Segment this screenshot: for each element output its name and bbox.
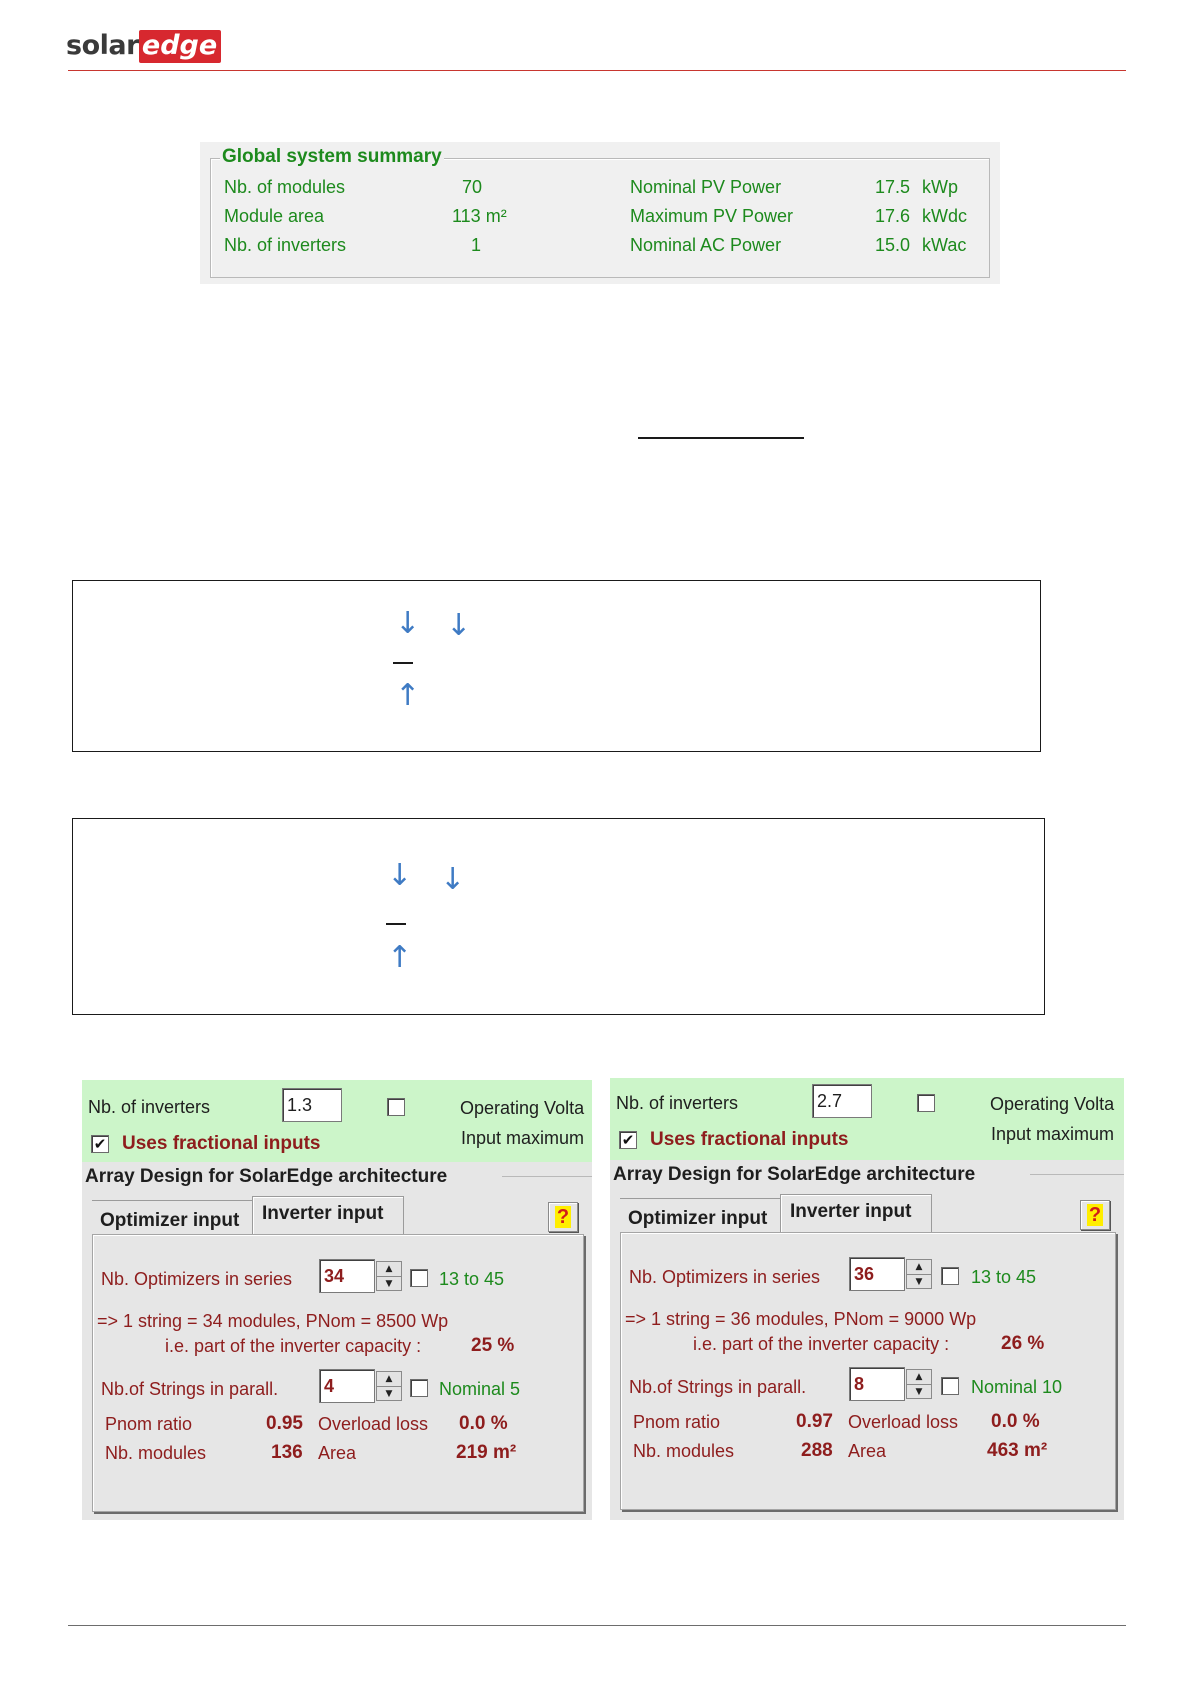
nb-modules-value: 288 <box>801 1440 833 1461</box>
array-design-title: Array Design for SolarEdge architecture <box>613 1164 976 1185</box>
array-design-rule <box>1030 1174 1124 1175</box>
spin-down-icon[interactable]: ▼ <box>385 1389 393 1399</box>
array-design-panel-1 <box>82 1080 592 1520</box>
spin-down-icon[interactable]: ▼ <box>915 1277 923 1287</box>
formula-box-2 <box>72 818 1045 1015</box>
tab-inverter-input[interactable] <box>780 1194 932 1235</box>
summary-label-inverters: Nb. of inverters <box>224 235 347 255</box>
opt-series-checkbox[interactable] <box>941 1267 959 1285</box>
opt-series-spinner[interactable] <box>906 1259 932 1289</box>
uses-fractional-checkbox[interactable]: ✔ <box>619 1131 637 1149</box>
operating-voltage-checkbox[interactable] <box>917 1094 935 1112</box>
tab-optimizer-input[interactable] <box>92 1200 252 1237</box>
tab-inverter-label: Inverter input <box>262 1203 384 1224</box>
inverter-settings-strip <box>82 1080 592 1162</box>
strings-checkbox[interactable] <box>941 1377 959 1395</box>
summary-legend: Global system summary <box>222 146 442 167</box>
summary-value-nominal-ac: 15.0 <box>875 235 911 255</box>
nb-modules-value: 136 <box>271 1442 303 1463</box>
tab-inverter-label: Inverter input <box>790 1201 912 1222</box>
input-maximum-label: Input maximum <box>461 1128 585 1148</box>
array-design-rule <box>502 1176 592 1177</box>
strings-label: Nb.of Strings in parall. <box>629 1377 807 1397</box>
strings-spinner[interactable] <box>906 1369 932 1399</box>
opt-series-input[interactable] <box>319 1259 375 1293</box>
summary-value-nominal-pv: 17.5 <box>875 177 911 197</box>
opt-series-label: Nb. Optimizers in series <box>629 1267 821 1287</box>
strings-spinner[interactable] <box>376 1371 402 1401</box>
summary-label-nominal-ac: Nominal AC Power <box>630 235 782 255</box>
overload-loss-label: Overload loss <box>318 1414 429 1434</box>
pnom-ratio-value: 0.97 <box>796 1411 833 1432</box>
summary-value-inverters: 1 <box>471 235 482 255</box>
string-summary-line: => 1 string = 36 modules, PNom = 9000 Wp <box>625 1309 977 1329</box>
solaredge-logo <box>66 30 221 61</box>
area-label: Area <box>318 1443 357 1463</box>
inverter-input-box <box>92 1234 584 1512</box>
arrow-up-icon: ↑ <box>395 678 421 713</box>
spin-down-icon[interactable]: ▼ <box>915 1387 923 1397</box>
strings-input[interactable] <box>849 1367 905 1401</box>
inverter-settings-strip <box>610 1078 1124 1160</box>
summary-fieldset <box>210 158 990 278</box>
fraction-bar <box>393 662 413 664</box>
array-design-section <box>82 1162 592 1520</box>
fraction-bar <box>386 923 406 925</box>
summary-label-max-pv: Maximum PV Power <box>630 206 794 226</box>
uses-fractional-label: Uses fractional inputs <box>650 1129 849 1150</box>
nb-modules-label: Nb. modules <box>105 1443 207 1463</box>
strings-input[interactable] <box>319 1369 375 1403</box>
nb-inverters-label: Nb. of inverters <box>88 1097 211 1117</box>
area-value: 219 m² <box>456 1442 517 1463</box>
array-design-panel-2 <box>610 1078 1124 1520</box>
area-value: 463 m² <box>987 1440 1048 1461</box>
nominal-label: Nominal 5 <box>439 1379 521 1399</box>
summary-unit-nominal-pv: kWp <box>922 177 958 197</box>
nominal-label: Nominal 10 <box>971 1377 1063 1397</box>
part-capacity-value: 25 % <box>471 1335 515 1356</box>
part-capacity-label: i.e. part of the inverter capacity : <box>165 1336 422 1356</box>
opt-series-checkbox[interactable] <box>410 1269 428 1287</box>
tab-optimizer-label: Optimizer input <box>100 1210 240 1231</box>
opt-range-label: 13 to 45 <box>971 1267 1037 1287</box>
summary-label-modules: Nb. of modules <box>224 177 346 197</box>
part-capacity-value: 26 % <box>1001 1333 1045 1354</box>
summary-value-area: 113 m² <box>452 206 507 226</box>
uses-fractional-label: Uses fractional inputs <box>122 1133 321 1154</box>
arrow-down-icon: ↓ <box>387 858 413 893</box>
underline-mark <box>638 437 804 439</box>
logo-edge-text: edge <box>139 30 221 63</box>
summary-label-nominal-pv: Nominal PV Power <box>630 177 782 197</box>
array-design-section <box>610 1160 1124 1520</box>
pnom-ratio-label: Pnom ratio <box>633 1412 721 1432</box>
tab-optimizer-input[interactable] <box>620 1198 780 1235</box>
string-summary-line: => 1 string = 34 modules, PNom = 8500 Wp <box>97 1311 449 1331</box>
array-design-title: Array Design for SolarEdge architecture <box>85 1166 448 1187</box>
overload-loss-value: 0.0 % <box>459 1413 508 1434</box>
operating-voltage-checkbox[interactable] <box>387 1098 405 1116</box>
strings-label: Nb.of Strings in parall. <box>101 1379 279 1399</box>
tab-optimizer-label: Optimizer input <box>628 1208 768 1229</box>
summary-value-modules: 70 <box>462 177 483 197</box>
spin-up-icon[interactable]: ▲ <box>377 1262 401 1277</box>
pnom-ratio-value: 0.95 <box>266 1413 303 1434</box>
tab-inverter-input[interactable] <box>252 1196 404 1237</box>
opt-series-input[interactable] <box>849 1257 905 1291</box>
question-icon: ? <box>556 1206 570 1228</box>
spin-down-icon[interactable]: ▼ <box>385 1279 393 1289</box>
opt-series-label: Nb. Optimizers in series <box>101 1269 293 1289</box>
summary-value-max-pv: 17.6 <box>875 206 911 226</box>
header-rule <box>68 70 1126 71</box>
overload-loss-label: Overload loss <box>848 1412 959 1432</box>
footer-rule <box>68 1625 1126 1626</box>
nb-inverters-input[interactable] <box>812 1084 872 1118</box>
arrow-down-icon: ↓ <box>395 606 421 641</box>
operating-voltage-label: Operating Volta <box>990 1094 1115 1114</box>
input-maximum-label: Input maximum <box>991 1124 1115 1144</box>
nb-inverters-input[interactable] <box>282 1088 342 1122</box>
summary-unit-max-pv: kWdc <box>922 206 967 226</box>
logo-solar-text: solar <box>66 30 139 61</box>
formula-box-1 <box>72 580 1041 752</box>
inverter-input-box <box>620 1232 1116 1510</box>
nb-modules-label: Nb. modules <box>633 1441 735 1461</box>
overload-loss-value: 0.0 % <box>991 1411 1040 1432</box>
summary-label-area: Module area <box>224 206 325 226</box>
arrow-down-icon: ↓ <box>446 608 472 643</box>
operating-voltage-label: Operating Volta <box>460 1098 585 1118</box>
arrow-down-icon: ↓ <box>440 862 466 897</box>
nb-inverters-label: Nb. of inverters <box>616 1093 739 1113</box>
pnom-ratio-label: Pnom ratio <box>105 1414 193 1434</box>
spin-up-icon[interactable]: ▲ <box>377 1372 401 1387</box>
part-capacity-label: i.e. part of the inverter capacity : <box>693 1334 950 1354</box>
area-label: Area <box>848 1441 887 1461</box>
help-button[interactable] <box>1080 1200 1110 1230</box>
arrow-up-icon: ↑ <box>387 940 413 975</box>
spin-up-icon[interactable]: ▲ <box>907 1260 931 1275</box>
uses-fractional-checkbox[interactable]: ✔ <box>91 1135 109 1153</box>
spin-up-icon[interactable]: ▲ <box>907 1370 931 1385</box>
opt-series-spinner[interactable] <box>376 1261 402 1291</box>
strings-checkbox[interactable] <box>410 1379 428 1397</box>
global-summary-panel <box>200 142 1000 284</box>
opt-range-label: 13 to 45 <box>439 1269 505 1289</box>
summary-unit-nominal-ac: kWac <box>922 235 967 255</box>
question-icon: ? <box>1088 1204 1102 1226</box>
help-button[interactable] <box>548 1202 578 1232</box>
